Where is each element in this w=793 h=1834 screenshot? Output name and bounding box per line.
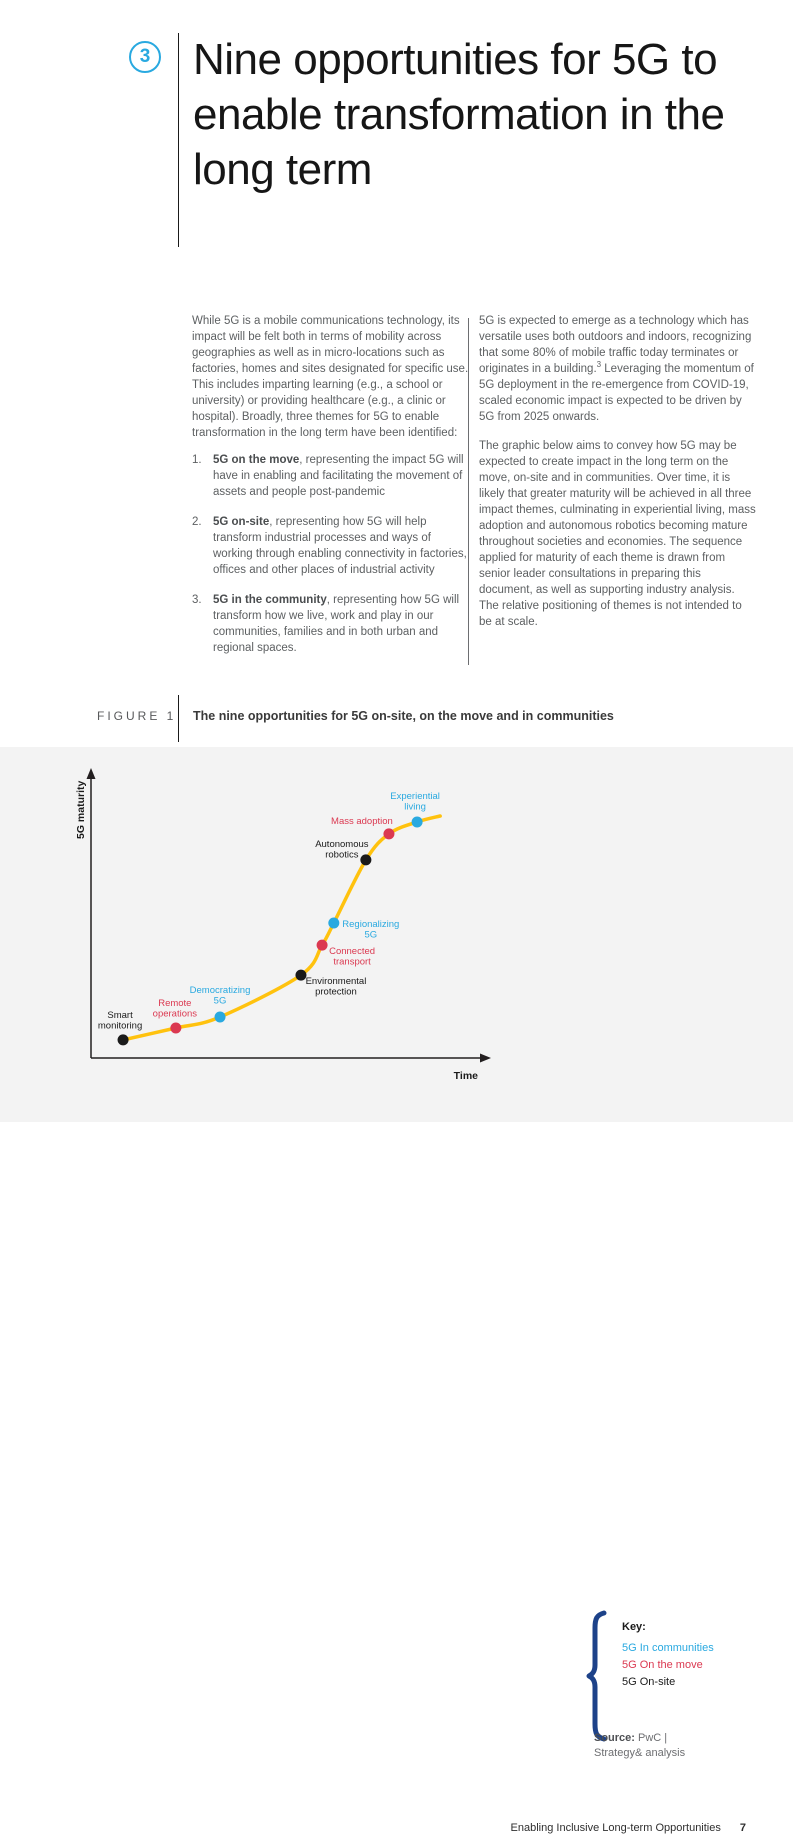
intro-paragraph: The graphic below aims to convey how 5G may be expected to create impact in the long term on the move, on-site and in communities. Over time, it is likely that greater maturity will be achieved in all three impact themes, culminating in experiential living, mass adoption and autonomous robotics becoming mature throughout societies and economies. The sequence applied for maturity of each theme is drawn from senior leader consultations in preparing this document, as well as supporting industry analysis. The relative positioning of themes is not intended to be at scale.: [479, 440, 756, 628]
list-item-text: 5G on the move, representing the impact 5G will have in enabling and facilitating the movement of assets and people post-pandemic: [213, 454, 464, 498]
list-item-text: 5G on-site, representing how 5G will help transform industrial processes and ways of working through enabling connectivity in factories, offices and other places of industrial activity: [213, 516, 467, 576]
point-label: Experiential living: [390, 790, 440, 813]
page-footer: [0, 1822, 746, 1834]
data-point: [317, 940, 328, 951]
intro-right-column: [479, 313, 756, 643]
figure-label: FIGURE 1: [97, 709, 177, 723]
themes-list: [192, 452, 469, 656]
page-title: Nine opportunities for 5G to enable transformation in the long term: [193, 35, 725, 194]
key-item-in-communities: 5G In communities: [622, 1642, 714, 1654]
point-label: Regionalizing 5G: [342, 919, 400, 941]
page-number: 7: [739, 1822, 746, 1834]
source-label: Source:: [594, 1732, 635, 1744]
point-label: Connected transport: [329, 946, 376, 968]
brace-icon: [588, 1609, 610, 1743]
list-item-number: 2.: [192, 516, 202, 528]
data-point: [360, 854, 371, 865]
list-item-number: 3.: [192, 594, 202, 606]
point-label: Smart monitoring: [97, 1009, 143, 1032]
y-axis-label: 5G maturity: [75, 780, 87, 839]
point-label: Remote operations: [152, 998, 198, 1020]
figure-divider: [178, 695, 179, 742]
maturity-curve-chart: [0, 747, 793, 1122]
figure-chart-area: [0, 747, 793, 1834]
column-divider: [468, 318, 469, 665]
x-axis-arrow-icon: [480, 1054, 491, 1063]
point-label: Environmental protection: [305, 976, 367, 998]
source-note: [594, 1731, 716, 1761]
point-label: Democratizing 5G: [189, 984, 251, 1007]
y-axis-arrow-icon: [87, 768, 96, 779]
footer-title: Enabling Inclusive Long-term Opportunities: [510, 1822, 721, 1834]
data-point: [170, 1023, 181, 1034]
data-point: [383, 828, 394, 839]
data-point: [118, 1034, 129, 1045]
list-item-text: 5G in the community, representing how 5G will transform how we live, work and play in our communities, families and in both urban and regional spaces.: [213, 594, 460, 654]
data-point: [328, 918, 339, 929]
list-item: [192, 592, 469, 656]
key-texts: [622, 1621, 714, 1691]
list-item: [192, 452, 469, 500]
intro-paragraph: 5G is expected to emerge as a technology which has versatile uses both outdoors and indoors, recognizing that some 80% of mobile traffic today terminates or originates in a building.$^3$ Leveraging the momentum of 5G deployment in the re-emergence from COVID-19, scaled economic impact is expected to be driven by 5G from 2025 onwards.: [479, 315, 754, 423]
title-divider: [178, 33, 179, 247]
intro-left-column: [192, 313, 469, 670]
data-point: [215, 1011, 226, 1022]
point-label: Mass adoption: [331, 815, 393, 827]
data-point: [412, 816, 423, 827]
footnote-marker: 3: [596, 360, 602, 370]
key-item-on-the-move: 5G On the move: [622, 1659, 703, 1671]
x-axis-label: Time: [453, 1070, 478, 1082]
source-text: PwC | Strategy& analysis: [594, 1732, 686, 1759]
point-label: Autonomous robotics: [315, 838, 369, 861]
section-number-badge: 3: [129, 41, 161, 73]
figure-caption: The nine opportunities for 5G on-site, on the move and in communities: [193, 709, 614, 723]
intro-paragraph: While 5G is a mobile communications technology, its impact will be felt both in terms of mobility across geographies as well as in micro-locations such as factories, homes and sites designated for specific use. This includes imparting learning (e.g., a school or university) or providing healthcare (e.g., a clinic or hospital). Broadly, three themes for 5G to enable transformation in the long term have been identified:: [192, 315, 469, 439]
list-item: [192, 514, 469, 578]
key-title: Key:: [622, 1621, 646, 1633]
list-item-number: 1.: [192, 454, 202, 466]
key-item-on-site: 5G On-site: [622, 1676, 676, 1688]
